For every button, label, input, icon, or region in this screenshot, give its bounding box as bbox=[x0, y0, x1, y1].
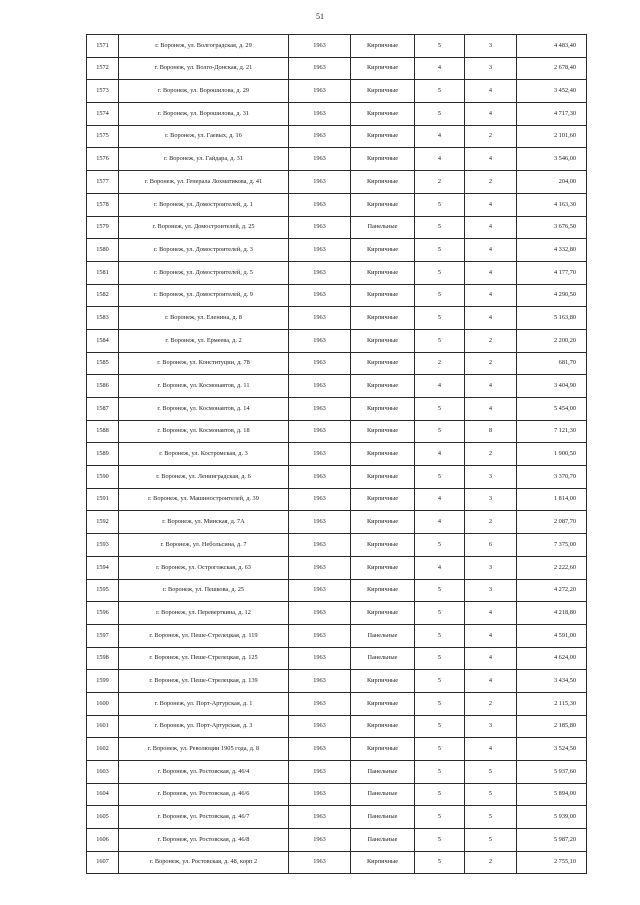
build-year-cell: 1963 bbox=[289, 398, 351, 421]
wall-material-cell: Кирпичные bbox=[351, 352, 415, 375]
address-cell: г. Воронеж, ул. Генерала Лохматикова, д. 41 bbox=[119, 171, 289, 194]
entrances-cell: 4 bbox=[465, 602, 517, 625]
area-cell: 4 332,80 bbox=[517, 239, 587, 262]
area-cell: 2 087,70 bbox=[517, 511, 587, 534]
build-year-cell: 1963 bbox=[289, 851, 351, 874]
area-cell: 2 678,40 bbox=[517, 57, 587, 80]
table-row bbox=[87, 103, 587, 126]
build-year-cell: 1963 bbox=[289, 125, 351, 148]
build-year-cell: 1963 bbox=[289, 375, 351, 398]
entrances-cell: 4 bbox=[465, 193, 517, 216]
table-row bbox=[87, 692, 587, 715]
entrances-cell: 4 bbox=[465, 148, 517, 171]
row-number-cell: 1582 bbox=[87, 284, 119, 307]
floors-cell: 4 bbox=[415, 556, 465, 579]
area-cell: 3 524,50 bbox=[517, 738, 587, 761]
floors-cell: 5 bbox=[415, 239, 465, 262]
build-year-cell: 1963 bbox=[289, 443, 351, 466]
entrances-cell: 3 bbox=[465, 556, 517, 579]
row-number-cell: 1597 bbox=[87, 624, 119, 647]
area-cell: 2 101,60 bbox=[517, 125, 587, 148]
build-year-cell: 1963 bbox=[289, 329, 351, 352]
row-number-cell: 1603 bbox=[87, 761, 119, 784]
floors-cell: 5 bbox=[415, 466, 465, 489]
wall-material-cell: Кирпичные bbox=[351, 284, 415, 307]
row-number-cell: 1593 bbox=[87, 534, 119, 557]
area-cell: 4 290,50 bbox=[517, 284, 587, 307]
wall-material-cell: Кирпичные bbox=[351, 692, 415, 715]
floors-cell: 5 bbox=[415, 761, 465, 784]
wall-material-cell: Кирпичные bbox=[351, 307, 415, 330]
area-cell: 4 483,40 bbox=[517, 35, 587, 58]
floors-cell: 5 bbox=[415, 738, 465, 761]
area-cell: 4 624,00 bbox=[517, 647, 587, 670]
wall-material-cell: Кирпичные bbox=[351, 670, 415, 693]
area-cell: 3 452,40 bbox=[517, 80, 587, 103]
table-row bbox=[87, 783, 587, 806]
row-number-cell: 1594 bbox=[87, 556, 119, 579]
area-cell: 4 163,30 bbox=[517, 193, 587, 216]
area-cell: 5 939,00 bbox=[517, 806, 587, 829]
table-row bbox=[87, 534, 587, 557]
address-cell: г. Воронеж, ул. Волгоградская, д. 29 bbox=[119, 35, 289, 58]
address-cell: г. Воронеж, ул. Ворошилова, д. 31 bbox=[119, 103, 289, 126]
table-row bbox=[87, 579, 587, 602]
table-row bbox=[87, 466, 587, 489]
wall-material-cell: Кирпичные bbox=[351, 511, 415, 534]
wall-material-cell: Кирпичные bbox=[351, 556, 415, 579]
build-year-cell: 1963 bbox=[289, 148, 351, 171]
address-cell: г. Воронеж, ул. Ростовская, д. 48, корп 2 bbox=[119, 851, 289, 874]
address-cell: г. Воронеж, ул. Гайдара, д. 31 bbox=[119, 148, 289, 171]
table-row bbox=[87, 35, 587, 58]
wall-material-cell: Панельные bbox=[351, 829, 415, 852]
build-year-cell: 1963 bbox=[289, 829, 351, 852]
build-year-cell: 1963 bbox=[289, 420, 351, 443]
wall-material-cell: Кирпичные bbox=[351, 148, 415, 171]
row-number-cell: 1606 bbox=[87, 829, 119, 852]
entrances-cell: 4 bbox=[465, 738, 517, 761]
wall-material-cell: Кирпичные bbox=[351, 375, 415, 398]
wall-material-cell: Кирпичные bbox=[351, 602, 415, 625]
build-year-cell: 1963 bbox=[289, 488, 351, 511]
address-cell: г. Воронеж, ул. Порт-Артурская, д. 1 bbox=[119, 692, 289, 715]
table-row bbox=[87, 647, 587, 670]
address-cell: г. Воронеж, ул. Еленина, д. 8 bbox=[119, 307, 289, 330]
wall-material-cell: Кирпичные bbox=[351, 125, 415, 148]
build-year-cell: 1963 bbox=[289, 352, 351, 375]
address-cell: г. Воронеж, ул. Волго-Донская, д. 21 bbox=[119, 57, 289, 80]
address-cell: г. Воронеж, ул. Домостроителей, д. 25 bbox=[119, 216, 289, 239]
row-number-cell: 1578 bbox=[87, 193, 119, 216]
floors-cell: 5 bbox=[415, 624, 465, 647]
build-year-cell: 1963 bbox=[289, 80, 351, 103]
entrances-cell: 2 bbox=[465, 171, 517, 194]
table-row bbox=[87, 715, 587, 738]
entrances-cell: 4 bbox=[465, 670, 517, 693]
entrances-cell: 5 bbox=[465, 806, 517, 829]
area-cell: 4 218,80 bbox=[517, 602, 587, 625]
build-year-cell: 1963 bbox=[289, 35, 351, 58]
floors-cell: 5 bbox=[415, 307, 465, 330]
build-year-cell: 1963 bbox=[289, 284, 351, 307]
wall-material-cell: Панельные bbox=[351, 761, 415, 784]
entrances-cell: 4 bbox=[465, 307, 517, 330]
address-cell: г. Воронеж, ул. Гаевых, д. 16 bbox=[119, 125, 289, 148]
build-year-cell: 1963 bbox=[289, 670, 351, 693]
entrances-cell: 6 bbox=[465, 534, 517, 557]
table-row bbox=[87, 239, 587, 262]
wall-material-cell: Панельные bbox=[351, 806, 415, 829]
area-cell: 2 755,10 bbox=[517, 851, 587, 874]
row-number-cell: 1600 bbox=[87, 692, 119, 715]
table-row bbox=[87, 307, 587, 330]
floors-cell: 4 bbox=[415, 125, 465, 148]
row-number-cell: 1572 bbox=[87, 57, 119, 80]
entrances-cell: 3 bbox=[465, 579, 517, 602]
row-number-cell: 1587 bbox=[87, 398, 119, 421]
entrances-cell: 4 bbox=[465, 261, 517, 284]
row-number-cell: 1573 bbox=[87, 80, 119, 103]
build-year-cell: 1963 bbox=[289, 57, 351, 80]
row-number-cell: 1585 bbox=[87, 352, 119, 375]
entrances-cell: 4 bbox=[465, 103, 517, 126]
build-year-cell: 1963 bbox=[289, 307, 351, 330]
wall-material-cell: Панельные bbox=[351, 216, 415, 239]
address-cell: г. Воронеж, ул. Ворошилова, д. 29 bbox=[119, 80, 289, 103]
floors-cell: 5 bbox=[415, 216, 465, 239]
address-cell: г. Воронеж, ул. Переверткина, д. 12 bbox=[119, 602, 289, 625]
wall-material-cell: Кирпичные bbox=[351, 80, 415, 103]
address-cell: г. Воронеж, ул. Домостроителей, д. 1 bbox=[119, 193, 289, 216]
area-cell: 4 177,70 bbox=[517, 261, 587, 284]
row-number-cell: 1592 bbox=[87, 511, 119, 534]
entrances-cell: 5 bbox=[465, 761, 517, 784]
entrances-cell: 4 bbox=[465, 375, 517, 398]
area-cell: 3 546,00 bbox=[517, 148, 587, 171]
floors-cell: 5 bbox=[415, 80, 465, 103]
build-year-cell: 1963 bbox=[289, 624, 351, 647]
row-number-cell: 1607 bbox=[87, 851, 119, 874]
row-number-cell: 1599 bbox=[87, 670, 119, 693]
entrances-cell: 4 bbox=[465, 239, 517, 262]
row-number-cell: 1591 bbox=[87, 488, 119, 511]
address-cell: г. Воронеж, ул. Ленинградская, д. 6 bbox=[119, 466, 289, 489]
wall-material-cell: Панельные bbox=[351, 647, 415, 670]
address-cell: г. Воронеж, ул. Ростовская, д. 46/6 bbox=[119, 783, 289, 806]
build-year-cell: 1963 bbox=[289, 466, 351, 489]
table-row bbox=[87, 398, 587, 421]
entrances-cell: 5 bbox=[465, 829, 517, 852]
wall-material-cell: Кирпичные bbox=[351, 57, 415, 80]
area-cell: 3 370,70 bbox=[517, 466, 587, 489]
table-row bbox=[87, 171, 587, 194]
table-row bbox=[87, 761, 587, 784]
build-year-cell: 1963 bbox=[289, 193, 351, 216]
floors-cell: 5 bbox=[415, 783, 465, 806]
floors-cell: 5 bbox=[415, 534, 465, 557]
floors-cell: 2 bbox=[415, 171, 465, 194]
area-cell: 5 937,60 bbox=[517, 761, 587, 784]
area-cell: 7 121,30 bbox=[517, 420, 587, 443]
area-cell: 681,70 bbox=[517, 352, 587, 375]
build-year-cell: 1963 bbox=[289, 806, 351, 829]
address-cell: г. Воронеж, ул. Костромская, д. 3 bbox=[119, 443, 289, 466]
address-cell: г. Воронеж, ул. Машиностроителей, д. 39 bbox=[119, 488, 289, 511]
area-cell: 5 987,20 bbox=[517, 829, 587, 852]
build-year-cell: 1963 bbox=[289, 647, 351, 670]
row-number-cell: 1586 bbox=[87, 375, 119, 398]
wall-material-cell: Кирпичные bbox=[351, 534, 415, 557]
address-cell: г. Воронеж, ул. Ермеева, д. 2 bbox=[119, 329, 289, 352]
area-cell: 2 222,60 bbox=[517, 556, 587, 579]
wall-material-cell: Панельные bbox=[351, 783, 415, 806]
build-year-cell: 1963 bbox=[289, 239, 351, 262]
address-cell: г. Воронеж, ул. Порт-Артурская, д. 3 bbox=[119, 715, 289, 738]
entrances-cell: 4 bbox=[465, 398, 517, 421]
entrances-cell: 3 bbox=[465, 466, 517, 489]
row-number-cell: 1601 bbox=[87, 715, 119, 738]
area-cell: 1 814,00 bbox=[517, 488, 587, 511]
wall-material-cell: Панельные bbox=[351, 624, 415, 647]
table-row bbox=[87, 216, 587, 239]
address-cell: г. Воронеж, ул. Небольсина, д. 7 bbox=[119, 534, 289, 557]
entrances-cell: 2 bbox=[465, 329, 517, 352]
table-row bbox=[87, 624, 587, 647]
build-year-cell: 1963 bbox=[289, 103, 351, 126]
build-year-cell: 1963 bbox=[289, 602, 351, 625]
area-cell: 3 434,50 bbox=[517, 670, 587, 693]
wall-material-cell: Кирпичные bbox=[351, 261, 415, 284]
entrances-cell: 8 bbox=[465, 420, 517, 443]
floors-cell: 5 bbox=[415, 602, 465, 625]
table-row bbox=[87, 375, 587, 398]
entrances-cell: 4 bbox=[465, 80, 517, 103]
floors-cell: 5 bbox=[415, 715, 465, 738]
table-row bbox=[87, 125, 587, 148]
area-cell: 1 900,50 bbox=[517, 443, 587, 466]
build-year-cell: 1963 bbox=[289, 556, 351, 579]
area-cell: 3 404,90 bbox=[517, 375, 587, 398]
area-cell: 4 717,30 bbox=[517, 103, 587, 126]
table-row bbox=[87, 193, 587, 216]
entrances-cell: 4 bbox=[465, 284, 517, 307]
entrances-cell: 2 bbox=[465, 125, 517, 148]
table-row bbox=[87, 511, 587, 534]
entrances-cell: 2 bbox=[465, 851, 517, 874]
wall-material-cell: Кирпичные bbox=[351, 715, 415, 738]
table-row bbox=[87, 80, 587, 103]
build-year-cell: 1963 bbox=[289, 261, 351, 284]
row-number-cell: 1577 bbox=[87, 171, 119, 194]
wall-material-cell: Кирпичные bbox=[351, 171, 415, 194]
wall-material-cell: Кирпичные bbox=[351, 738, 415, 761]
floors-cell: 5 bbox=[415, 193, 465, 216]
address-cell: г. Воронеж, ул. Домостроителей, д. 9 bbox=[119, 284, 289, 307]
floors-cell: 5 bbox=[415, 579, 465, 602]
floors-cell: 5 bbox=[415, 829, 465, 852]
floors-cell: 4 bbox=[415, 488, 465, 511]
wall-material-cell: Кирпичные bbox=[351, 329, 415, 352]
wall-material-cell: Кирпичные bbox=[351, 193, 415, 216]
area-cell: 5 894,00 bbox=[517, 783, 587, 806]
wall-material-cell: Кирпичные bbox=[351, 466, 415, 489]
build-year-cell: 1963 bbox=[289, 171, 351, 194]
row-number-cell: 1595 bbox=[87, 579, 119, 602]
table-row bbox=[87, 829, 587, 852]
entrances-cell: 4 bbox=[465, 647, 517, 670]
area-cell: 7 375,00 bbox=[517, 534, 587, 557]
row-number-cell: 1576 bbox=[87, 148, 119, 171]
wall-material-cell: Кирпичные bbox=[351, 579, 415, 602]
address-cell: г. Воронеж, ул. Космонавтов, д. 18 bbox=[119, 420, 289, 443]
row-number-cell: 1605 bbox=[87, 806, 119, 829]
row-number-cell: 1583 bbox=[87, 307, 119, 330]
area-cell: 3 676,50 bbox=[517, 216, 587, 239]
floors-cell: 5 bbox=[415, 647, 465, 670]
row-number-cell: 1571 bbox=[87, 35, 119, 58]
entrances-cell: 2 bbox=[465, 692, 517, 715]
floors-cell: 5 bbox=[415, 35, 465, 58]
table-row bbox=[87, 420, 587, 443]
area-cell: 5 163,80 bbox=[517, 307, 587, 330]
area-cell: 4 591,00 bbox=[517, 624, 587, 647]
address-cell: г. Воронеж, ул. Острогожская, д. 63 bbox=[119, 556, 289, 579]
floors-cell: 5 bbox=[415, 670, 465, 693]
registry-table-body bbox=[87, 35, 587, 874]
build-year-cell: 1963 bbox=[289, 579, 351, 602]
build-year-cell: 1963 bbox=[289, 692, 351, 715]
floors-cell: 4 bbox=[415, 57, 465, 80]
address-cell: г. Воронеж, ул. Пешкова, д. 25 bbox=[119, 579, 289, 602]
entrances-cell: 3 bbox=[465, 35, 517, 58]
wall-material-cell: Кирпичные bbox=[351, 103, 415, 126]
entrances-cell: 3 bbox=[465, 715, 517, 738]
floors-cell: 5 bbox=[415, 398, 465, 421]
row-number-cell: 1584 bbox=[87, 329, 119, 352]
floors-cell: 5 bbox=[415, 284, 465, 307]
build-year-cell: 1963 bbox=[289, 738, 351, 761]
row-number-cell: 1579 bbox=[87, 216, 119, 239]
build-year-cell: 1963 bbox=[289, 216, 351, 239]
floors-cell: 5 bbox=[415, 692, 465, 715]
table-row bbox=[87, 851, 587, 874]
entrances-cell: 2 bbox=[465, 511, 517, 534]
row-number-cell: 1574 bbox=[87, 103, 119, 126]
area-cell: 2 185,80 bbox=[517, 715, 587, 738]
build-year-cell: 1963 bbox=[289, 715, 351, 738]
build-year-cell: 1963 bbox=[289, 783, 351, 806]
address-cell: г. Воронеж, ул. Конституции, д. 78 bbox=[119, 352, 289, 375]
row-number-cell: 1590 bbox=[87, 466, 119, 489]
floors-cell: 5 bbox=[415, 806, 465, 829]
area-cell: 204,00 bbox=[517, 171, 587, 194]
address-cell: г. Воронеж, ул. Революции 1905 года, д. 8 bbox=[119, 738, 289, 761]
wall-material-cell: Кирпичные bbox=[351, 420, 415, 443]
table-row bbox=[87, 148, 587, 171]
wall-material-cell: Кирпичные bbox=[351, 239, 415, 262]
address-cell: г. Воронеж, ул. Космонавтов, д. 11 bbox=[119, 375, 289, 398]
wall-material-cell: Кирпичные bbox=[351, 398, 415, 421]
housing-registry-table bbox=[86, 34, 587, 874]
wall-material-cell: Кирпичные bbox=[351, 851, 415, 874]
floors-cell: 4 bbox=[415, 148, 465, 171]
build-year-cell: 1963 bbox=[289, 511, 351, 534]
row-number-cell: 1580 bbox=[87, 239, 119, 262]
address-cell: г. Воронеж, ул. Пеше-Стрелецкая, д. 125 bbox=[119, 647, 289, 670]
entrances-cell: 3 bbox=[465, 488, 517, 511]
row-number-cell: 1604 bbox=[87, 783, 119, 806]
row-number-cell: 1589 bbox=[87, 443, 119, 466]
wall-material-cell: Кирпичные bbox=[351, 35, 415, 58]
address-cell: г. Воронеж, ул. Пеше-Стрелецкая, д. 119 bbox=[119, 624, 289, 647]
floors-cell: 2 bbox=[415, 352, 465, 375]
floors-cell: 5 bbox=[415, 851, 465, 874]
floors-cell: 5 bbox=[415, 103, 465, 126]
address-cell: г. Воронеж, ул. Минская, д. 7А bbox=[119, 511, 289, 534]
table-row bbox=[87, 488, 587, 511]
floors-cell: 5 bbox=[415, 261, 465, 284]
address-cell: г. Воронеж, ул. Домостроителей, д. 5 bbox=[119, 261, 289, 284]
table-row bbox=[87, 670, 587, 693]
address-cell: г. Воронеж, ул. Домостроителей, д. 3 bbox=[119, 239, 289, 262]
row-number-cell: 1598 bbox=[87, 647, 119, 670]
wall-material-cell: Кирпичные bbox=[351, 488, 415, 511]
row-number-cell: 1596 bbox=[87, 602, 119, 625]
floors-cell: 4 bbox=[415, 443, 465, 466]
table-row bbox=[87, 738, 587, 761]
build-year-cell: 1963 bbox=[289, 761, 351, 784]
address-cell: г. Воронеж, ул. Ростовская, д. 46/4 bbox=[119, 761, 289, 784]
row-number-cell: 1602 bbox=[87, 738, 119, 761]
table-row bbox=[87, 556, 587, 579]
table-row bbox=[87, 57, 587, 80]
area-cell: 4 272,20 bbox=[517, 579, 587, 602]
floors-cell: 5 bbox=[415, 329, 465, 352]
address-cell: г. Воронеж, ул. Ростовская, д. 46/8 bbox=[119, 829, 289, 852]
row-number-cell: 1581 bbox=[87, 261, 119, 284]
table-row bbox=[87, 443, 587, 466]
area-cell: 2 115,30 bbox=[517, 692, 587, 715]
row-number-cell: 1575 bbox=[87, 125, 119, 148]
table-row bbox=[87, 352, 587, 375]
table-row bbox=[87, 261, 587, 284]
table-row bbox=[87, 602, 587, 625]
entrances-cell: 5 bbox=[465, 783, 517, 806]
address-cell: г. Воронеж, ул. Космонавтов, д. 14 bbox=[119, 398, 289, 421]
entrances-cell: 4 bbox=[465, 624, 517, 647]
entrances-cell: 2 bbox=[465, 352, 517, 375]
floors-cell: 4 bbox=[415, 511, 465, 534]
build-year-cell: 1963 bbox=[289, 534, 351, 557]
table-row bbox=[87, 806, 587, 829]
address-cell: г. Воронеж, ул. Пеше-Стрелецкая, д. 139 bbox=[119, 670, 289, 693]
area-cell: 2 200,20 bbox=[517, 329, 587, 352]
wall-material-cell: Кирпичные bbox=[351, 443, 415, 466]
entrances-cell: 2 bbox=[465, 443, 517, 466]
address-cell: г. Воронеж, ул. Ростовская, д. 46/7 bbox=[119, 806, 289, 829]
entrances-cell: 4 bbox=[465, 216, 517, 239]
table-row bbox=[87, 329, 587, 352]
floors-cell: 5 bbox=[415, 420, 465, 443]
row-number-cell: 1588 bbox=[87, 420, 119, 443]
table-row bbox=[87, 284, 587, 307]
page-number: 51 bbox=[316, 12, 324, 21]
entrances-cell: 3 bbox=[465, 57, 517, 80]
floors-cell: 4 bbox=[415, 375, 465, 398]
area-cell: 5 454,00 bbox=[517, 398, 587, 421]
